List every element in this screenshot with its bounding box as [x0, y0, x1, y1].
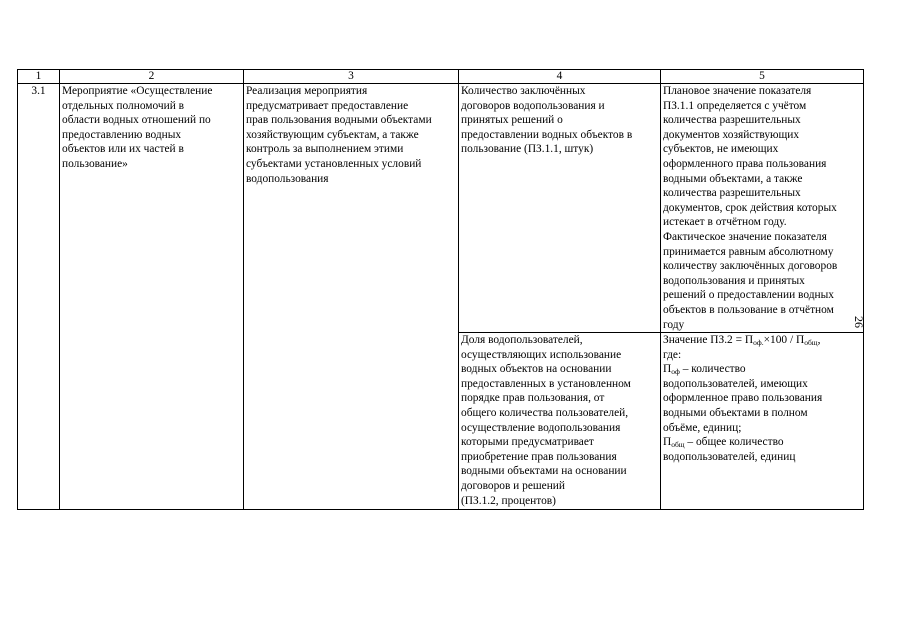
formula-mid: ×100 / П: [763, 334, 805, 347]
implementation-cell: Реализация мероприятия предусматривает предоставление прав пользования водными объектами хозяйствующим субъектам, а также контроль за выполнением этими субъектами установленных условий водопользования: [244, 84, 459, 510]
formula-sub-2: общ: [804, 338, 818, 348]
event-cell: Мероприятие «Осуществление отдельных полномочий в области водных отношений по предоставлению водных объектов или их частей в пользование»: [60, 84, 244, 510]
definition-2-symbol: П: [663, 436, 672, 449]
value-cell-1: Плановое значение показателя ПЗ.1.1 определяется с учётом количества разрешительных документов хозяйствующих субъектов, не имеющих оформленного права пользования водными объектами, а также количества разрешительных документов, срок действия которых истекает в отчётном году. Фактическое значение показателя принимается равным абсолютному количеству заключённых договоров водопользования и принятых решений о предоставлении водных объектов в пользование в отчётном году: [661, 84, 864, 333]
column-number-5: 5: [661, 70, 864, 84]
indicator-cell-1: Количество заключённых договоров водопользования и принятых решений о предоставлении водных объектов в пользование (ПЗ.1.1, штук): [459, 84, 661, 333]
column-number-2: 2: [60, 70, 244, 84]
column-number-3: 3: [244, 70, 459, 84]
definition-1-sub: оф: [671, 367, 680, 377]
formula-where: где:: [663, 348, 682, 361]
definition-1-text: – количество водопользователей, имеющих оформленное право пользования водными объектами в полном объёме, единиц;: [663, 363, 823, 434]
definition-2-sub: общ: [671, 440, 685, 450]
indicator-cell-2: Доля водопользователей, осуществляющих использование водных объектов на основании предоставленных в установленном порядке прав пользования, от общего количества пользователей, осуществление водопользования которыми предусматривает приобретение прав пользования водными объектами на основании договоров и решений (ПЗ.1.2, процентов): [459, 333, 661, 510]
value-cell-2: [661, 333, 864, 510]
definition-2-text: – общее количество водопользователей, единиц: [663, 436, 796, 463]
table-header-row: [18, 70, 864, 84]
formula-prefix: Значение ПЗ.2 = П: [663, 334, 754, 347]
formula-suffix: ,: [817, 334, 821, 347]
column-number-1: 1: [18, 70, 60, 84]
column-number-4: 4: [459, 70, 661, 84]
page-number: 26: [852, 316, 866, 328]
measures-table: [17, 69, 864, 510]
definition-1-symbol: П: [663, 363, 672, 376]
table-row: [18, 84, 864, 333]
formula-sub-1: оф.: [753, 338, 764, 348]
row-number-cell: 3.1: [18, 84, 60, 510]
